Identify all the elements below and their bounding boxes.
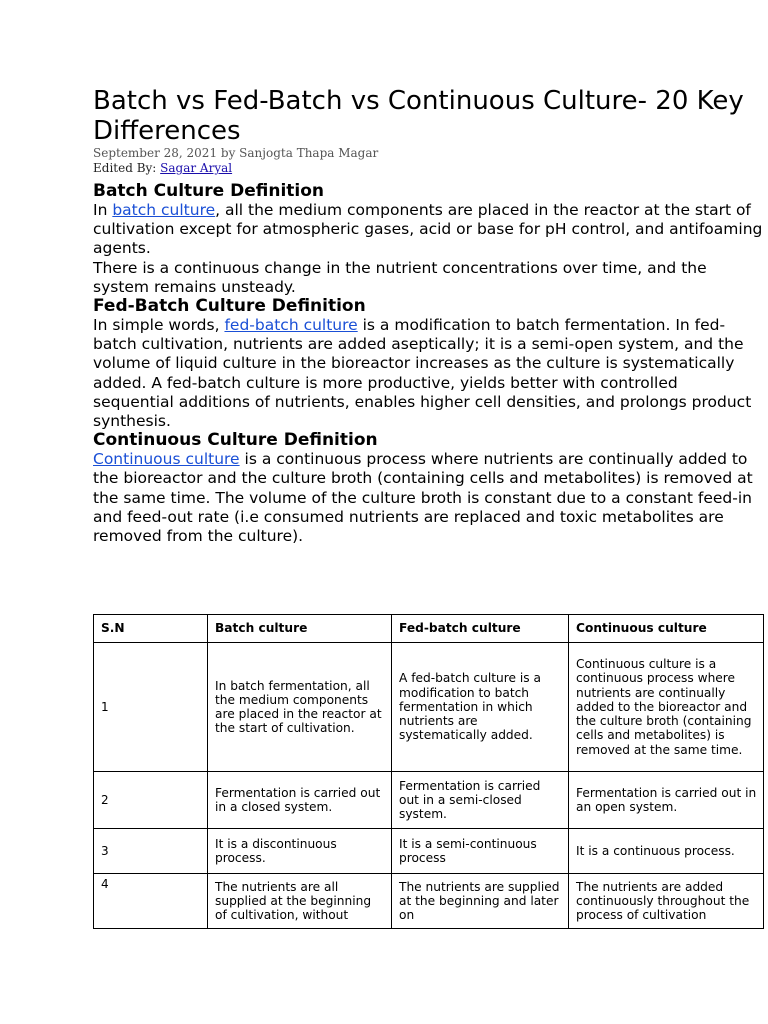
cell-batch: It is a discontinuous process. <box>208 829 392 874</box>
meta-date-author: September 28, 2021 by Sanjogta Thapa Magar <box>93 146 379 160</box>
batch-culture-heading: Batch Culture Definition <box>93 181 325 201</box>
table-row <box>94 874 764 929</box>
continuous-culture-link[interactable]: Continuous culture <box>93 450 240 469</box>
meta-edited-by <box>93 161 763 176</box>
header-continuous: Continuous culture <box>569 615 764 643</box>
continuous-culture-paragraph <box>93 450 763 546</box>
batch-culture-paragraph-2: There is a continuous change in the nutrient concentrations over time, and the system remains unsteady. <box>93 258 707 296</box>
article <box>93 86 763 546</box>
cell-fed-batch: A fed-batch culture is a modification to batch fermentation in which nutrients are systematically added. <box>392 643 569 772</box>
cell-continuous: It is a continuous process. <box>569 829 764 874</box>
cell-fed-batch: The nutrients are supplied at the beginning and later on <box>392 874 569 929</box>
table-row <box>94 643 764 772</box>
batch-text-prefix: In <box>93 201 113 219</box>
continuous-culture-heading: Continuous Culture Definition <box>93 430 378 451</box>
cell-sn: 4 <box>94 874 208 929</box>
fed-batch-text-prefix: In simple words, <box>93 316 225 335</box>
cell-fed-batch: Fermentation is carried out in a semi-closed system. <box>392 772 569 829</box>
comparison-table <box>93 614 764 929</box>
editor-link[interactable]: Sagar Aryal <box>160 161 233 175</box>
cell-batch: In batch fermentation, all the medium components are placed in the reactor at the start of cultivation. <box>208 643 392 772</box>
article-meta <box>93 146 763 176</box>
fed-batch-text-suffix: is a modification to batch fermentation. In fed-batch cultivation, nutrients are added aseptically; it is a semi-open system, and the volume of liquid culture in the bioreactor increases as the culture is systematically added. A fed-batch culture is more productive, yields better with controlled sequential additions of nutrients, enables higher cell densities, and prolongs product synthesis. <box>93 316 752 431</box>
batch-culture-link[interactable]: batch culture <box>112 201 216 219</box>
cell-sn: 2 <box>94 772 208 829</box>
cell-continuous: Continuous culture is a continuous process where nutrients are continually added to the bioreactor and the culture broth (containing cells and metabolites) is removed at the same time. <box>569 643 764 772</box>
table-header-row <box>94 615 764 643</box>
batch-text-suffix: , all the medium components are placed in the reactor at the start of cultivation except for atmospheric gases, acid or base for pH control, and antifoaming agents. <box>93 201 763 258</box>
fed-batch-culture-link[interactable]: fed-batch culture <box>224 316 358 335</box>
cell-batch: The nutrients are all supplied at the beginning of cultivation, without <box>208 874 392 929</box>
meta-edited-label: Edited By: <box>93 161 161 175</box>
cell-continuous: Fermentation is carried out in an open system. <box>569 772 764 829</box>
batch-culture-paragraph-1 <box>93 201 763 259</box>
cell-continuous: The nutrients are added continuously throughout the process of cultivation <box>569 874 764 929</box>
cell-sn: 3 <box>94 829 208 874</box>
cell-sn: 1 <box>94 643 208 772</box>
table-row <box>94 829 764 874</box>
article-title: Batch vs Fed-Batch vs Continuous Culture- 20 Key Differences <box>93 86 744 146</box>
table-row <box>94 772 764 829</box>
fed-batch-culture-heading: Fed-Batch Culture Definition <box>93 296 366 317</box>
cell-batch: Fermentation is carried out in a closed system. <box>208 772 392 829</box>
header-fed-batch: Fed-batch culture <box>392 615 569 643</box>
header-sn: S.N <box>94 615 208 643</box>
continuous-text-suffix: is a continuous process where nutrients are continually added to the bioreactor and the culture broth (containing cells and metabolites) is removed at the same time. The volume of the culture broth is constant due to a constant feed-in and feed-out rate (i.e consumed nutrients are replaced and toxic metabolites are removed from the culture). <box>93 450 753 546</box>
fed-batch-culture-paragraph <box>93 316 763 431</box>
header-batch: Batch culture <box>208 615 392 643</box>
cell-fed-batch: It is a semi-continuous process <box>392 829 569 874</box>
